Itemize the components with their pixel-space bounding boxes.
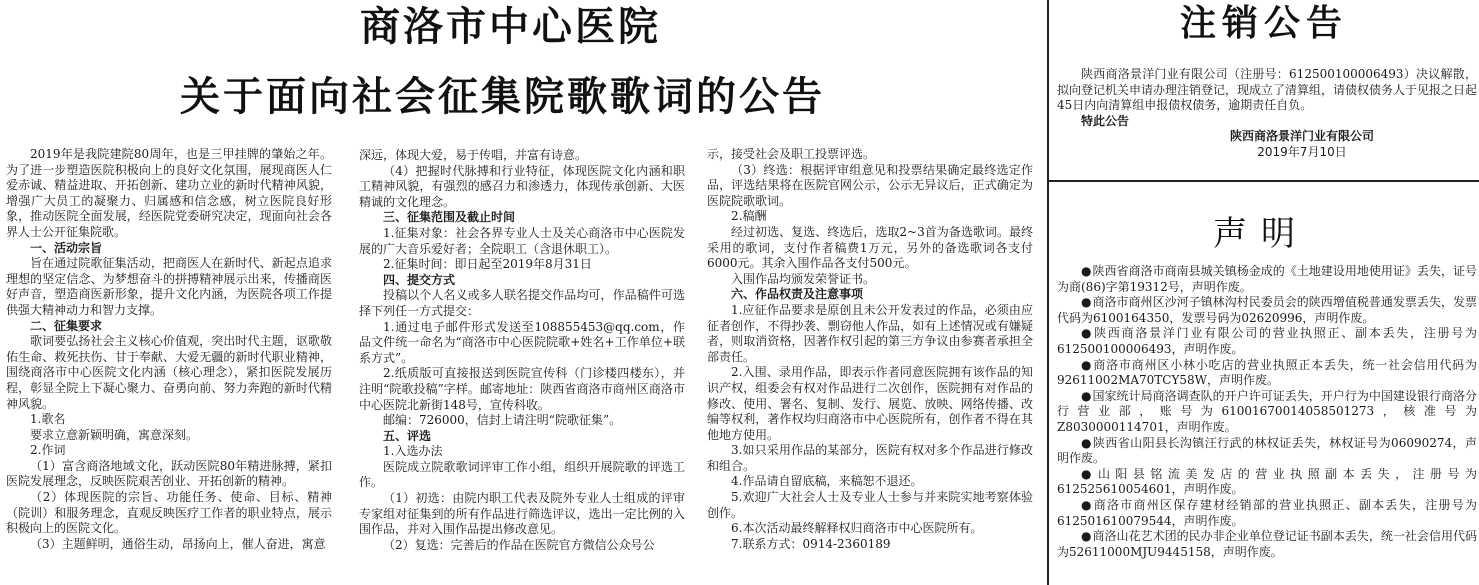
bullet-icon: ● (1081, 466, 1097, 481)
paragraph: 1.通过电子邮件形式发送至108855453@qq.com，作品文件统一命名为“商洛市中心医院院歌+姓名+工作单位+联系方式”。 (359, 319, 685, 365)
section-heading: 二、征集要求 (30, 318, 103, 333)
statement-text: 国家统计局商洛调查队的开户许可证丢失，开户行为中国建设银行商洛分行营业部，账号为61001670014058501273，核准号为Z8030000114701，声明作废。 (1057, 388, 1477, 434)
paragraph: 2.作词 (30, 443, 66, 458)
paragraph: （3）终选：根据评审组意见和投票结果确定最终选定作品，评选结果将在医院官网公示，公示无异议后，正式确定为医院院歌歌词。 (707, 162, 1033, 208)
paragraph: 医院成立院歌歌词评审工作小组，组织开展院歌的评选工作。 (359, 459, 685, 490)
paragraph: 2.稿酬 (731, 209, 767, 224)
statement-item (1057, 326, 1477, 357)
paragraph: 5.欢迎广大社会人士及专业人士参与并来院实地考察体验创作。 (707, 490, 1033, 520)
notice-column-2 (359, 148, 685, 585)
bullet-icon: ● (1081, 357, 1093, 372)
bullet-icon: ● (1081, 388, 1092, 403)
section-heading: 六、作品权责及注意事项 (731, 287, 864, 302)
statement-item (1057, 436, 1477, 467)
paragraph: （2）体现医院的宗旨、功能任务、使命、目标、精神（院训）和服务理念，直观反映医疗工作者的职业特点，展示积极向上的医院文化。 (6, 490, 332, 536)
paragraph: 经过初选、复选、终选后，选取2~3首为备选歌词。最终采用的歌词，支付作者稿费1万元，另外的备选歌词各支付6000元。其余入围作品各支付500元。 (707, 224, 1033, 271)
paragraph: 歌词要弘扬社会主义核心价值观，突出时代主题，讴歌敬佑生命、救死扶伤、甘于奉献、大爱无疆的新时代职业精神，围绕商洛市中心医院文化内涵（核心理念），紧扣医院发展历程，彰显全院上下凝心聚力、奋勇向前、努力奔跑的新时代精神风貌。 (6, 334, 332, 411)
statement-text: 商洛山花艺术团的民办非企业单位登记证书副本丢失，统一社会信用代码为52611000MJU9445158，声明作废。 (1057, 529, 1477, 559)
cancellation-notice-body: 陕西商洛景洋门业有限公司（注册号：612500100006493）决议解散，拟向登记机关申请办理注销登记，现成立了清算组，请债权债务人于见报之日起45日内向清算组申报债权债务，逾期责任自负。 (1057, 67, 1478, 113)
paragraph: 4.作品请自留底稿，来稿恕不退还。 (731, 474, 923, 489)
paragraph: 1.征集对象：社会各界专业人士及关心商洛市中心医院发展的广大音乐爱好者；全院职工（含退休职工）。 (359, 225, 685, 256)
statement-item (1057, 498, 1477, 529)
paragraph: 1.歌名 (30, 412, 66, 427)
bullet-icon: ● (1081, 529, 1092, 544)
statement-item (1057, 295, 1477, 326)
bullet-icon: ● (1081, 497, 1093, 512)
cancellation-notice-closing: 特此公告 (1081, 113, 1130, 128)
paragraph: 2019年是我院建院80周年，也是三甲挂牌的肇始之年。为了进一步塑造医院积极向上的良好文化氛围，展现商医人仁爱赤诚、精益进取、开拓创新、建功立业的新时代精神风貌，增强广大员工的凝聚力、归属感和信念感，树立医院良好形象，推动医院全面发展，经医院党委研究决定，现面向社会各界人士公开征集院歌。 (6, 147, 332, 239)
paragraph: 2.纸质版可直接报送到医院宣传科（门诊楼四楼东），并注明“院歌投稿”字样。邮寄地址：陕西省商洛市商州区商洛市中心医院北新街148号，宣传科收。 (359, 366, 685, 412)
section-heading: 五、评选 (383, 428, 432, 443)
statement-item (1057, 529, 1477, 560)
notice-column-1 (6, 147, 332, 585)
paragraph: （4）把握时代脉搏和行业特征，体现医院文化内涵和职工精神风貌，有强烈的感召力和渗透力，体现传承创新、大医精诚的文化理念。 (359, 163, 685, 209)
cancellation-notice (1057, 67, 1477, 161)
statement-item (1057, 264, 1477, 295)
statement-text: 山阳县铭流美发店的营业执照副本丢失，注册号为612525610054601，声明作废。 (1057, 466, 1477, 497)
cancellation-notice-date: 2019年7月10日 (1257, 144, 1347, 159)
paragraph: （2）复选：完善后的作品在医院官方微信公众号公 (383, 537, 655, 552)
cancellation-notice-title: 注销公告 (1180, 3, 1349, 44)
paragraph: 1.入选办法 (383, 444, 443, 459)
paragraph: 投稿以个人名义或多人联名提交作品均可，作品稿件可选择下列任一方式提交： (359, 288, 685, 318)
paragraph: 要求立意新颖明确，寓意深刻。 (30, 427, 199, 442)
paragraph: 旨在通过院歌征集活动，把商医人在新时代、新起点追求理想的坚定信念、为梦想奋斗的拼搏精神展示出来，传播商医好声音，塑造商医新形象，提升文化内涵，为医院各项工作提供强大精神动力和智力支撑。 (6, 256, 332, 317)
paragraph: 2.入围、录用作品，即表示作者同意医院拥有该作品的知识产权，组委会有权对作品进行二次创作，医院拥有对作品的修改、使用、署名、复制、发行、展览、放映、网络传播、改编等权利，著作权均归商洛市中心医院所有，创作者不得在其他地方使用。 (707, 365, 1033, 442)
paragraph: 7.联系方式：0914-2360189 (731, 536, 891, 551)
bullet-icon: ● (1081, 326, 1094, 341)
statement-item (1057, 358, 1477, 389)
paragraph: 深远，体现大爱，易于传唱，并富有诗意。 (359, 148, 588, 162)
statement-item (1057, 467, 1477, 498)
paragraph: （1）初选：由院内职工代表及院外专业人士组成的评审专家组对征集到的所有作品进行筛选评议，选出一定比例的入围作品，并对入围作品提出修改意见。 (359, 491, 685, 537)
notice-column-3 (707, 147, 1033, 585)
notice-title-line2: 关于面向社会征集院歌歌词的公告 (180, 74, 825, 120)
section-heading: 四、提交方式 (383, 272, 456, 287)
statement-text: 商洛市商州区小林小吃店的营业执照正本丢失，统一社会信用代码为92611002MA70TCY58W，声明作废。 (1057, 357, 1477, 388)
paragraph: 6.本次活动最终解释权归商洛市中心医院所有。 (731, 521, 983, 536)
paragraph: 1.应征作品要求是原创且未公开发表过的作品，必须由应征者创作，不得抄袭、剽窃他人作品，如有上述情况或有嫌疑者，则取消资格，因著作权引起的第三方争议由参赛者承担全部责任。 (707, 302, 1033, 364)
paragraph: 3.如只采用作品的某部分，医院有权对多个作品进行修改和组合。 (707, 443, 1033, 473)
cancellation-notice-signature: 陕西商洛景洋门业有限公司 (1229, 129, 1374, 144)
statement-text: 陕西商洛景洋门业有限公司的营业执照正、副本丢失，注册号为612500100006493，声明作废。 (1057, 326, 1477, 356)
bullet-icon: ● (1081, 295, 1092, 310)
statement-text: 陕西省山阳县长沟镇汪行武的林权证丢失，林权证号为06090274，声明作废。 (1057, 435, 1477, 466)
statement-list (1057, 264, 1477, 585)
column-divider-vertical (1047, 0, 1049, 585)
statement-text: 陕西省商洛市商南县城关镇杨金成的《土地建设用地使用证》丢失，证号为商(86)字第19312号，声明作废。 (1057, 264, 1477, 294)
statement-text: 商洛市商州区保存建材经销部的营业执照正、副本丢失，注册号为612501610079544，声明作废。 (1057, 497, 1477, 528)
notice-title-line1: 商洛市中心医院 (360, 4, 661, 50)
paragraph: （3）主题鲜明，通俗生动，昂扬向上，催人奋进，寓意 (30, 536, 326, 551)
paragraph: 2.征集时间：即日起至2019年8月31日 (383, 257, 592, 272)
statement-item (1057, 389, 1477, 436)
bullet-icon: ● (1081, 435, 1092, 450)
paragraph: 入围作品均颁发荣誉证书。 (731, 271, 876, 286)
paragraph: 示，接受社会及职工投票评选。 (707, 147, 876, 161)
paragraph: （1）富含商洛地域文化，跃动医院80年精进脉搏，紧扣医院发展理念，反映医院艰苦创业、开拓创新的精神。 (6, 458, 332, 489)
statement-title: 声明 (1213, 214, 1309, 254)
bullet-icon: ● (1081, 264, 1092, 278)
section-heading: 三、征集范围及截止时间 (383, 210, 516, 225)
column-divider-horizontal (1049, 180, 1479, 182)
statement-text: 商洛市商州区沙河子镇林沟村民委员会的陕西增值税普通发票丢失，发票代码为6100164350，发票号码为02620996，声明作废。 (1057, 295, 1477, 325)
paragraph: 邮编：726000，信封上请注明“院歌征集”。 (383, 413, 622, 428)
section-heading: 一、活动宗旨 (30, 240, 103, 255)
